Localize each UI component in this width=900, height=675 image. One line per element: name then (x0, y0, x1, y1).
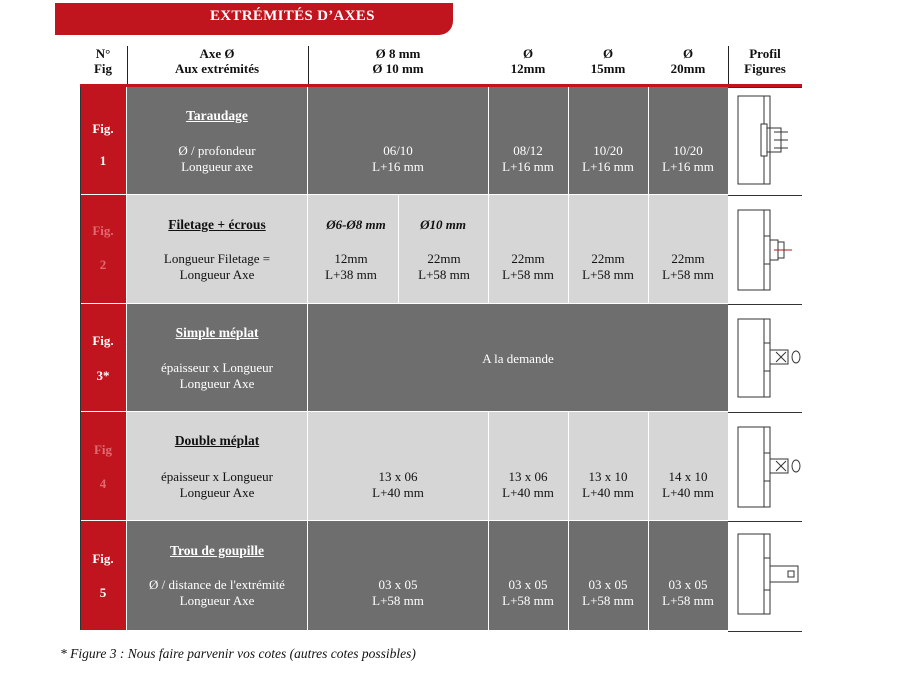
fig-cell (80, 195, 126, 303)
fig-cell (80, 87, 126, 194)
value-d8-d10: 06/10 L+16 mm (372, 143, 424, 174)
axe-cell (127, 304, 307, 411)
row-desc: Longueur Axe (179, 376, 255, 391)
row-desc: Longueur Axe (179, 593, 255, 608)
value-d8-d10: 13 x 06 L+40 mm (372, 469, 424, 500)
row-title: Simple méplat (175, 325, 259, 340)
values-area (308, 521, 728, 630)
value-d12: 13 x 06 L+40 mm (502, 469, 554, 500)
header-d15: Ø 15mm (590, 46, 626, 76)
table-row (0, 304, 900, 411)
header-axe: Axe Ø Aux extrémités (174, 46, 260, 76)
value-d20: 03 x 05 L+58 mm (662, 577, 714, 608)
fig-number: 5 (99, 585, 107, 600)
profile-figure-1 (728, 87, 802, 195)
axe-cell (127, 412, 307, 520)
fig-label: Fig. (92, 333, 114, 348)
page-title: EXTRÉMITÉS D’AXES (210, 8, 375, 24)
row-desc: Longueur Filetage = (163, 251, 271, 266)
fig-label: Fig. (92, 223, 114, 238)
header-profil: Profil Figures (744, 46, 786, 76)
value-d20: 10/20 L+16 mm (662, 143, 714, 174)
fig-cell (80, 521, 126, 630)
values-area (308, 87, 728, 194)
row-title: Filetage + écrous (168, 217, 266, 232)
footnote: * Figure 3 : Nous faire parvenir vos cotes (autres cotes possibles) (60, 646, 416, 661)
header-d8-d10: Ø 8 mm Ø 10 mm (372, 46, 424, 76)
table-header (0, 46, 900, 84)
axe-cell (127, 195, 307, 303)
table-left-border (80, 87, 81, 630)
profile-figure-2 (728, 195, 802, 304)
row-title: Trou de goupille (169, 543, 265, 558)
fig-number: 2 (99, 257, 107, 272)
fig-cell (80, 412, 126, 520)
header-divider (728, 46, 729, 84)
table-row (0, 521, 900, 630)
profile-figure-5 (728, 521, 802, 632)
profile-figure-4 (728, 412, 802, 521)
value-d12: 03 x 05 L+58 mm (502, 577, 554, 608)
fig-cell (80, 304, 126, 411)
values-area (308, 195, 728, 303)
header-d20: Ø 20mm (670, 46, 706, 76)
table-row (0, 195, 900, 303)
value-d20: 22mm L+58 mm (662, 251, 714, 282)
value-d12: 08/12 L+16 mm (502, 143, 554, 174)
fig-label: Fig. (92, 121, 114, 136)
value-d15: 10/20 L+16 mm (582, 143, 634, 174)
merged-value: A la demande (482, 351, 554, 366)
row-desc: épaisseur x Longueur (161, 360, 273, 375)
row-desc: Longueur Axe (179, 485, 255, 500)
table-row (0, 87, 900, 194)
fig-label: Fig (93, 442, 113, 457)
row-desc: Longueur axe (181, 159, 253, 174)
row-desc: Ø / profondeur (178, 143, 256, 158)
table-row (0, 412, 900, 520)
row-desc: Longueur Axe (179, 267, 255, 282)
row-title: Taraudage (186, 108, 248, 123)
value-d12: 22mm L+58 mm (502, 251, 554, 282)
header-divider (308, 46, 309, 84)
profile-figure-3 (728, 304, 802, 412)
fig-number: 1 (99, 153, 107, 168)
value-d15: 13 x 10 L+40 mm (582, 469, 634, 500)
value-d6-d8: 12mm L+38 mm (325, 251, 377, 282)
fig-number: 4 (99, 476, 107, 491)
value-d15: 03 x 05 L+58 mm (582, 577, 634, 608)
header-d12: Ø 12mm (510, 46, 546, 76)
subheader-d6-d8: Ø6-Ø8 mm (326, 217, 386, 232)
row-desc: Ø / distance de l'extrémité (149, 577, 285, 592)
values-area (308, 412, 728, 520)
row-desc: épaisseur x Longueur (161, 469, 273, 484)
value-d15: 22mm L+58 mm (582, 251, 634, 282)
axe-cell (127, 521, 307, 630)
row-title: Double méplat (174, 433, 260, 448)
value-d8-d10: 03 x 05 L+58 mm (372, 577, 424, 608)
header-divider (127, 46, 128, 84)
header-no-fig: N° Fig (93, 46, 113, 76)
value-d10: 22mm L+58 mm (418, 251, 470, 282)
fig-number: 3* (96, 368, 110, 383)
fig-label: Fig. (92, 551, 114, 566)
axe-cell (127, 87, 307, 194)
subheader-d10: Ø10 mm (420, 217, 466, 232)
value-d20: 14 x 10 L+40 mm (662, 469, 714, 500)
